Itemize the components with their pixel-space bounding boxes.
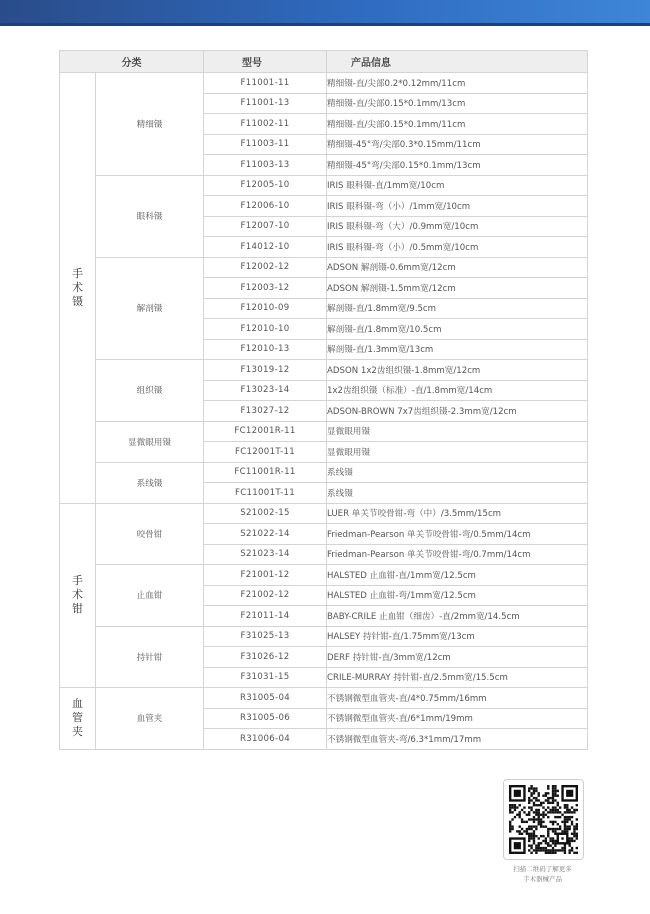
product-info-cell: IRIS 眼科镊-弯（小）/0.5mm宽/10cm xyxy=(327,237,588,258)
model-cell: F31031-15 xyxy=(204,667,327,688)
table-row xyxy=(60,257,588,278)
model-cell: S21002-15 xyxy=(204,503,327,524)
subcategory-cell: 解剖镊 xyxy=(96,257,204,360)
qr-code[interactable] xyxy=(503,779,584,860)
top-color-band xyxy=(0,0,650,26)
product-info-cell: IRIS 眼科镊-直/1mm宽/10cm xyxy=(327,175,588,196)
category-label: 手 术 钳 xyxy=(72,574,83,616)
model-cell: F11003-11 xyxy=(204,134,327,155)
table-row xyxy=(60,626,588,647)
model-cell: F12002-12 xyxy=(204,257,327,278)
model-cell: F11001-13 xyxy=(204,93,327,114)
product-info-cell: 不锈钢微型血管夹-直/4*0.75mm/16mm xyxy=(327,688,588,709)
table-row xyxy=(60,503,588,524)
subcategory-cell: 持针钳 xyxy=(96,626,204,688)
product-info-cell: ADSON 解剖镊-1.5mm宽/12cm xyxy=(327,278,588,299)
product-info-cell: 系线镊 xyxy=(327,483,588,504)
model-cell: S21022-14 xyxy=(204,524,327,545)
model-cell: F12010-09 xyxy=(204,298,327,319)
model-cell: F12003-12 xyxy=(204,278,327,299)
model-cell: F11002-11 xyxy=(204,114,327,135)
product-info-cell: 精细镊-直/尖部0.15*0.1mm/11cm xyxy=(327,114,588,135)
product-info-cell: Friedman-Pearson 单关节咬骨钳-弯/0.7mm/14cm xyxy=(327,544,588,565)
table-row xyxy=(60,462,588,483)
product-info-cell: 解剖镊-直/1.3mm宽/13cm xyxy=(327,339,588,360)
category-cell xyxy=(60,503,96,688)
table-row xyxy=(60,688,588,709)
category-cell xyxy=(60,688,96,750)
product-info-cell: IRIS 眼科镊-弯（大）/0.9mm宽/10cm xyxy=(327,216,588,237)
model-cell: F11003-13 xyxy=(204,155,327,176)
product-info-cell: BABY-CRILE 止血钳（细齿）-直/2mm宽/14.5cm xyxy=(327,606,588,627)
model-cell: R31006-04 xyxy=(204,729,327,750)
product-info-cell: IRIS 眼科镊-弯（小）/1mm宽/10cm xyxy=(327,196,588,217)
product-info-cell: 解剖镊-直/1.8mm宽/9.5cm xyxy=(327,298,588,319)
subcategory-cell: 眼科镊 xyxy=(96,175,204,257)
product-info-cell: CRILE-MURRAY 持针钳-直/2.5mm宽/15.5cm xyxy=(327,667,588,688)
product-info-cell: 显微眼用镊 xyxy=(327,421,588,442)
model-cell: FC11001T-11 xyxy=(204,483,327,504)
product-info-cell: 显微眼用镊 xyxy=(327,442,588,463)
model-cell: F31025-13 xyxy=(204,626,327,647)
model-cell: FC12001R-11 xyxy=(204,421,327,442)
model-cell: F21011-14 xyxy=(204,606,327,627)
product-info-cell: 不锈钢微型血管夹-直/6*1mm/19mm xyxy=(327,708,588,729)
category-label: 手 术 镊 xyxy=(72,266,83,308)
model-cell: R31005-04 xyxy=(204,688,327,709)
table-header-row xyxy=(60,51,588,73)
model-cell: F12010-10 xyxy=(204,319,327,340)
model-cell: F21002-12 xyxy=(204,585,327,606)
product-info-cell: 精细镊-45°弯/尖部0.3*0.15mm/11cm xyxy=(327,134,588,155)
product-info-cell: ADSON-BROWN 7x7齿组织镊-2.3mm宽/12cm xyxy=(327,401,588,422)
model-cell: F12006-10 xyxy=(204,196,327,217)
model-cell: F12010-13 xyxy=(204,339,327,360)
table-row xyxy=(60,360,588,381)
product-info-cell: 不锈钢微型血管夹-弯/6.3*1mm/17mm xyxy=(327,729,588,750)
model-cell: F31026-12 xyxy=(204,647,327,668)
product-info-cell: 解剖镊-直/1.8mm宽/10.5cm xyxy=(327,319,588,340)
model-cell: R31005-06 xyxy=(204,708,327,729)
table-row xyxy=(60,73,588,94)
product-info-cell: HALSTED 止血钳-直/1mm宽/12.5cm xyxy=(327,565,588,586)
category-label: 血 管 夹 xyxy=(72,697,83,739)
header-category: 分类 xyxy=(60,51,204,73)
model-cell: FC11001R-11 xyxy=(204,462,327,483)
product-info-cell: DERF 持针钳-直/3mm宽/12cm xyxy=(327,647,588,668)
model-cell: S21023-14 xyxy=(204,544,327,565)
product-info-cell: ADSON 1x2齿组织镊-1.8mm宽/12cm xyxy=(327,360,588,381)
model-cell: F12005-10 xyxy=(204,175,327,196)
table-row xyxy=(60,175,588,196)
table-row xyxy=(60,565,588,586)
subcategory-cell: 血管夹 xyxy=(96,688,204,750)
product-info-cell: HALSEY 持针钳-直/1.75mm宽/13cm xyxy=(327,626,588,647)
subcategory-cell: 系线镊 xyxy=(96,462,204,503)
model-cell: F14012-10 xyxy=(204,237,327,258)
model-cell: F11001-11 xyxy=(204,73,327,94)
qr-code-icon xyxy=(509,785,578,854)
model-cell: F21001-12 xyxy=(204,565,327,586)
product-info-cell: LUER 单关节咬骨钳-弯（中）/3.5mm/15cm xyxy=(327,503,588,524)
category-cell xyxy=(60,73,96,504)
model-cell: FC12001T-11 xyxy=(204,442,327,463)
qr-caption-line2: 手术器械产品 xyxy=(523,875,562,883)
product-info-cell: 1x2齿组织镊（标准）-直/1.8mm宽/14cm xyxy=(327,380,588,401)
model-cell: F13023-14 xyxy=(204,380,327,401)
header-model: 型号 xyxy=(204,51,327,73)
model-cell: F12007-10 xyxy=(204,216,327,237)
product-info-cell: Friedman-Pearson 单关节咬骨钳-弯/0.5mm/14cm xyxy=(327,524,588,545)
subcategory-cell: 组织镊 xyxy=(96,360,204,422)
product-info-cell: HALSTED 止血钳-弯/1mm宽/12.5cm xyxy=(327,585,588,606)
band-stripe xyxy=(0,23,650,26)
product-info-cell: 精细镊-直/尖部0.15*0.1mm/13cm xyxy=(327,93,588,114)
qr-caption-line1: 扫描二维码了解更多 xyxy=(513,865,572,873)
subcategory-cell: 精细镊 xyxy=(96,73,204,176)
product-info-cell: 系线镊 xyxy=(327,462,588,483)
product-info-cell: 精细镊-直/尖部0.2*0.12mm/11cm xyxy=(327,73,588,94)
product-table xyxy=(59,50,588,750)
model-cell: F13019-12 xyxy=(204,360,327,381)
qr-caption xyxy=(487,864,598,884)
product-info-cell: 精细镊-45°弯/尖部0.15*0.1mm/13cm xyxy=(327,155,588,176)
subcategory-cell: 止血钳 xyxy=(96,565,204,627)
header-product-info: 产品信息 xyxy=(327,51,588,73)
model-cell: F13027-12 xyxy=(204,401,327,422)
subcategory-cell: 咬骨钳 xyxy=(96,503,204,565)
subcategory-cell: 显微眼用镊 xyxy=(96,421,204,462)
table-row xyxy=(60,421,588,442)
product-info-cell: ADSON 解剖镊-0.6mm宽/12cm xyxy=(327,257,588,278)
